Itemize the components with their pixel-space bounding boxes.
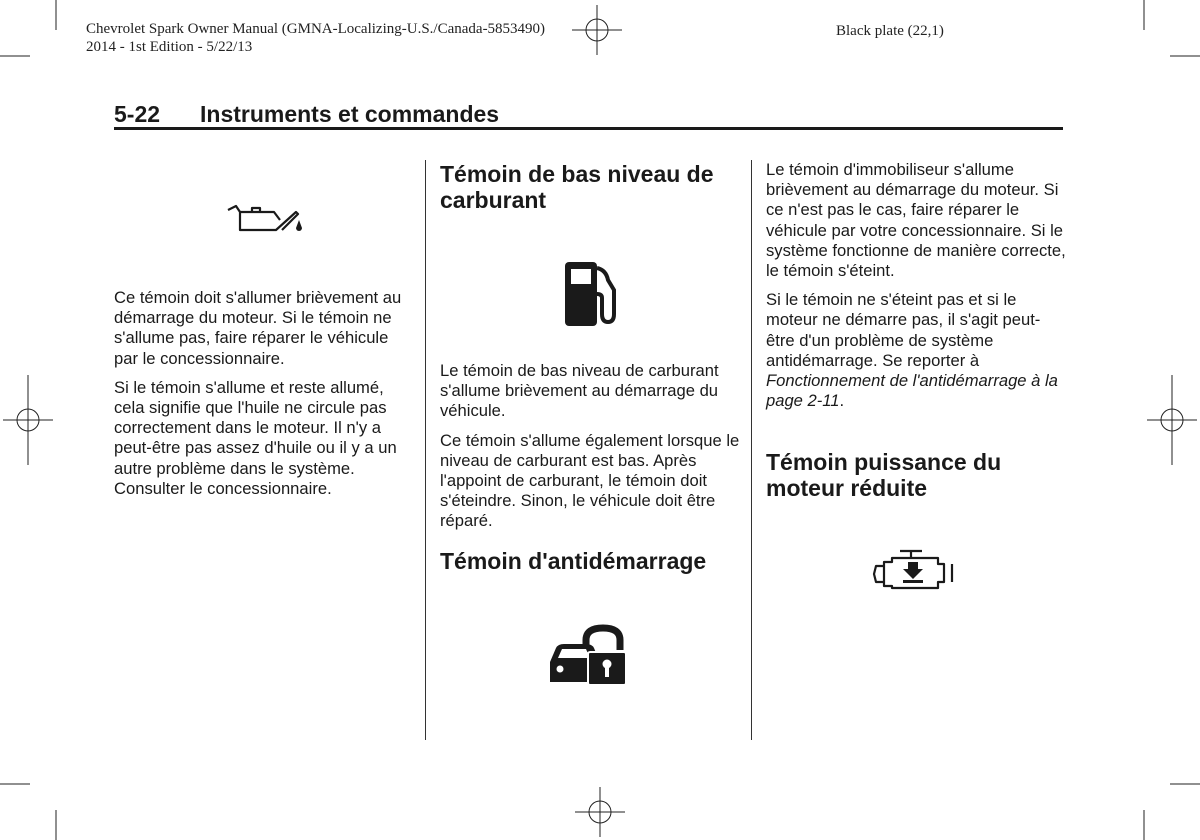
col1-paragraph-1: Ce témoin doit s'allumer brièvement au démarrage du moteur. Si le témoin ne s'allume pas, faire réparer le véhicule par le concessionnaire. [114, 288, 402, 368]
immobilizer-icon [548, 624, 628, 688]
column-divider-1 [425, 160, 426, 740]
col1-paragraph-2: Si le témoin s'allume et reste allumé, cela signifie que l'huile ne circule pas correctement dans le moteur. Il n'y a peut-être pas assez d'huile ou il y a un autre problème dans le système. Consulter le concessionnaire. [114, 377, 397, 498]
fuel-warning-heading: Témoin de bas niveau de carburant [440, 161, 714, 213]
col3-paragraph-2-text: Si le témoin ne s'éteint pas et si le moteur ne démarre pas, il s'agit peut-être d'un problème de système antidémarrage. Se reporter à [766, 290, 1041, 370]
col3-paragraph-1: Le témoin d'immobiliseur s'allume brièvement au démarrage du moteur. Si ce n'est pas le cas, faire réparer le véhicule par votre concessionnaire. Si le système fonctionne de manière correcte, le témoin s'éteint. [766, 160, 1066, 281]
oil-can-icon [224, 200, 304, 240]
slug-edition: 2014 - 1st Edition - 5/22/13 [86, 39, 253, 55]
header-rule [114, 127, 1063, 130]
col3-text [766, 160, 1066, 411]
slug-left [86, 20, 586, 56]
slug-manual-title: Chevrolet Spark Owner Manual (GMNA-Localizing-U.S./Canada-5853490) [86, 21, 546, 37]
cross-reference-link[interactable]: Fonctionnement de l'antidémarrage à la page 2-11 [766, 371, 1058, 411]
page-number: 5-22 [114, 101, 161, 127]
slug-plate: Black plate (22,1) [836, 23, 944, 39]
section-title: Instruments et commandes [200, 101, 500, 127]
col2-text [440, 361, 745, 532]
reduced-engine-power-icon [870, 548, 958, 592]
reduced-power-heading: Témoin puissance du moteur réduite [766, 449, 1002, 501]
col1-text [114, 288, 414, 499]
immobilizer-heading: Témoin d'antidémarrage [440, 548, 707, 574]
col3-paragraph-2-end: . [839, 391, 845, 411]
col2-paragraph-2: Ce témoin s'allume également lorsque le niveau de carburant est bas. Après l'appoint de carburant, le témoin doit s'éteindre. Sinon, le véhicule doit être réparé. [440, 430, 740, 531]
fuel-pump-icon [562, 260, 622, 328]
column-divider-2 [751, 160, 752, 740]
col3-paragraph-2 [766, 290, 1066, 411]
col2-paragraph-1: Le témoin de bas niveau de carburant s'allume brièvement au démarrage du véhicule. [440, 361, 719, 421]
